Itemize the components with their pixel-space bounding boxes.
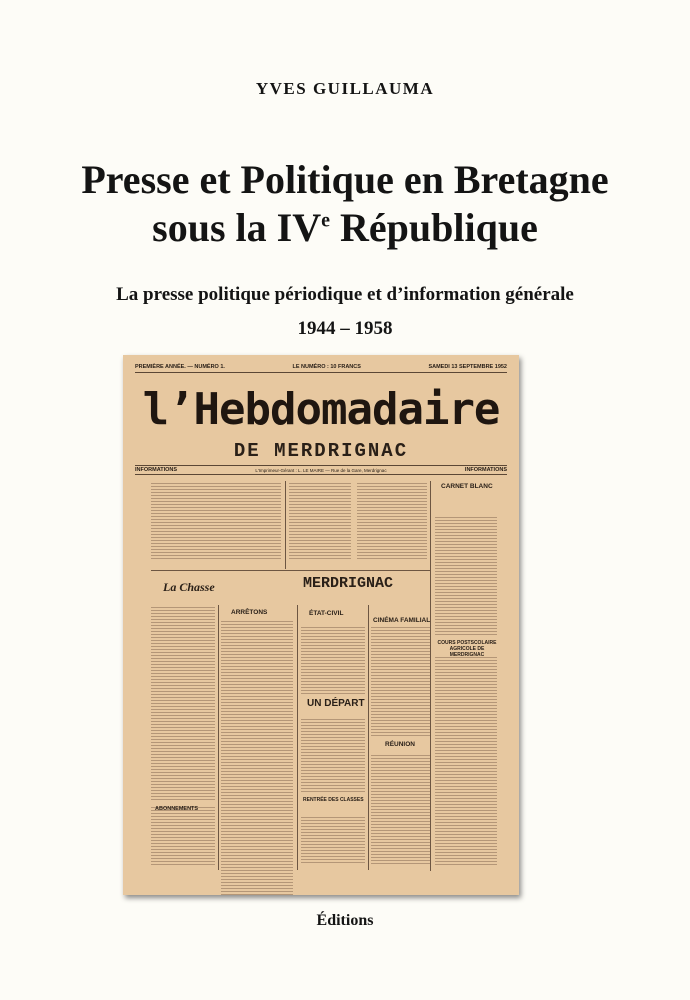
- author-name: YVES GUILLAUMA: [255, 79, 435, 98]
- newspaper-masthead: l’Hebdomadaire: [142, 384, 500, 435]
- heading-un-depart: UN DÉPART: [307, 698, 365, 709]
- section-la-chasse: La Chasse: [163, 580, 215, 594]
- column-rule: [218, 605, 219, 870]
- book-title: [0, 156, 690, 252]
- heading-carnet-blanc: CARNET BLANC: [441, 483, 493, 490]
- text-column: [371, 625, 431, 737]
- column-rule: [297, 605, 298, 870]
- newspaper-meta-bar: [135, 364, 507, 373]
- text-column: [435, 655, 497, 865]
- heading-cours: COURS POSTSCOLAIRE AGRICOLE DE MERDRIGNAC: [437, 640, 497, 658]
- text-column: [301, 815, 365, 865]
- info-right: INFORMATIONS: [464, 467, 507, 473]
- title-superscript: e: [321, 209, 330, 232]
- text-column: [301, 717, 365, 792]
- column-rule: [368, 605, 369, 870]
- text-column: [151, 805, 215, 865]
- book-years: 1944 – 1958: [297, 318, 393, 339]
- newspaper-cover-image: [123, 355, 519, 895]
- newspaper-price: LE NUMÉRO : 10 FRANCS: [292, 364, 361, 370]
- title-line-1: Presse et Politique en Bretagne: [81, 157, 609, 202]
- text-column: [151, 605, 215, 800]
- section-merdrignac: MERDRIGNAC: [303, 575, 394, 592]
- title-line-2: [0, 204, 690, 252]
- text-column: [371, 753, 431, 865]
- book-subtitle: La presse politique périodique et d’information générale: [116, 284, 574, 305]
- newspaper-place: DE MERDRIGNAC: [233, 440, 409, 462]
- heading-abonnements: ABONNEMENTS: [155, 806, 199, 812]
- text-column: [357, 481, 427, 559]
- text-column: [221, 619, 293, 895]
- publisher: Éditions: [316, 912, 374, 929]
- title-line-2-prefix: sous la IV: [152, 205, 322, 250]
- newspaper-issue: PREMIÈRE ANNÉE. — NUMÉRO 1.: [135, 364, 225, 370]
- heading-reunion: RÉUNION: [385, 741, 415, 748]
- info-middle: L'Imprimeur-Gérant : L. LE MAIRE — Rue de la Gare, Merdrignac: [255, 467, 387, 473]
- column-rule: [285, 481, 286, 569]
- title-line-2-suffix: République: [329, 205, 538, 250]
- column-rule: [430, 481, 431, 871]
- text-column: [435, 515, 497, 635]
- newspaper-info-bar: [135, 465, 507, 475]
- newspaper-date: SAMEDI 13 SEPTEMBRE 1952: [428, 364, 507, 370]
- section-rule: [151, 570, 431, 571]
- info-left: INFORMATIONS: [135, 467, 178, 473]
- heading-rentree: RENTRÉE DES CLASSES: [303, 797, 364, 803]
- text-column: [151, 481, 281, 559]
- text-column: [301, 625, 365, 695]
- heading-arretons: ARRÊTONS: [231, 609, 268, 616]
- heading-etat-civil: ÉTAT-CIVIL: [309, 610, 344, 617]
- text-column: [289, 481, 351, 559]
- heading-cinema: CINÉMA FAMILIAL: [373, 617, 431, 624]
